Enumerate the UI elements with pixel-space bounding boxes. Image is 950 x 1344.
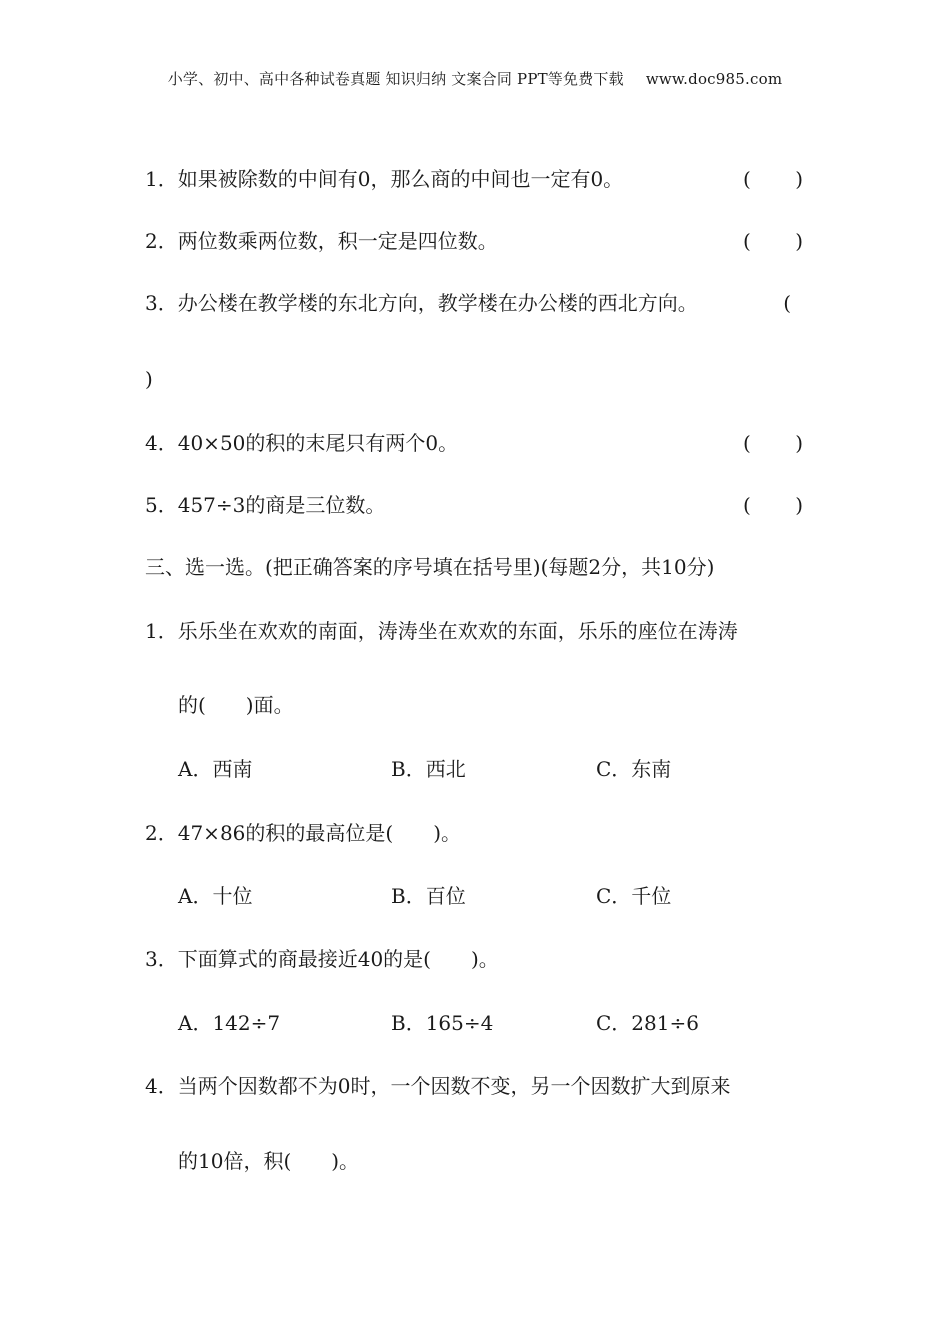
option-c[interactable]: C．东南 [596,757,672,781]
paren-close: ) [795,167,803,191]
option-a[interactable]: A．西南 [178,757,253,781]
choice-item-3 [145,946,805,972]
choice-item-2 [145,820,805,846]
option-c[interactable]: C．281÷6 [596,1011,699,1035]
judge-item-1 [145,166,805,192]
item-text: 如果被除数的中间有0，那么商的中间也一定有0。 [177,167,624,191]
answer-blank[interactable] [743,228,805,254]
section-title: 三、选一选。(把正确答案的序号填在括号里)(每题2分，共10分) [145,555,715,579]
item-text: 457÷3的商是三位数。 [177,493,386,517]
item-number: 3． [145,291,178,315]
judge-item-4 [145,430,805,456]
choice-item-1 [145,618,805,644]
choice-item-4-continuation: 的10倍，积( )。 [178,1149,360,1173]
item-text: 47×86的积的最高位是( )。 [177,821,461,845]
paren-close: ) [795,493,803,517]
answer-blank[interactable] [743,430,805,456]
item-text: 办公楼在教学楼的东北方向，教学楼在办公楼的西北方向。 [177,291,698,315]
judge-item-5 [145,492,805,518]
page-header [0,68,950,89]
choice-item-4 [145,1073,805,1099]
paren-close: ) [795,229,803,253]
item-number: 2． [145,821,178,845]
item-number: 5． [145,493,178,517]
header-url: www.doc985.com [645,70,783,88]
paren-open: ( [743,229,751,253]
paren-open[interactable]: ( [783,291,791,315]
option-b[interactable]: B．百位 [391,884,466,908]
item-text: 当两个因数都不为0时，一个因数不变，另一个因数扩大到原来 [177,1074,731,1098]
item-number: 4． [145,431,178,455]
item-text: 乐乐坐在欢欢的南面，涛涛坐在欢欢的东面，乐乐的座位在涛涛 [177,619,738,643]
item-text: 下面算式的商最接近40的是( )。 [177,947,499,971]
item-number: 1． [145,167,178,191]
answer-blank[interactable] [743,166,805,192]
paren-close[interactable]: ) [145,367,153,391]
paren-open: ( [743,493,751,517]
item-text: 40×50的积的末尾只有两个0。 [177,431,459,455]
paren-open: ( [743,431,751,455]
judge-item-3-close [145,366,805,392]
item-number: 2． [145,229,178,253]
choice-item-1-continuation: 的( )面。 [178,693,294,717]
option-b[interactable]: B．165÷4 [391,1011,494,1035]
judge-item-3 [145,290,805,316]
option-a[interactable]: A．十位 [178,884,253,908]
option-c[interactable]: C．千位 [596,884,672,908]
option-b[interactable]: B．西北 [391,757,466,781]
option-a[interactable]: A．142÷7 [178,1011,281,1035]
paren-open: ( [743,167,751,191]
paren-close: ) [795,431,803,455]
header-text: 小学、初中、高中各种试卷真题 知识归纳 文案合同 PPT等免费下载 [167,70,624,88]
item-number: 1． [145,619,178,643]
item-text: 两位数乘两位数，积一定是四位数。 [177,229,498,253]
item-number: 3． [145,947,178,971]
item-number: 4． [145,1074,178,1098]
answer-blank[interactable] [743,492,805,518]
judge-item-2 [145,228,805,254]
